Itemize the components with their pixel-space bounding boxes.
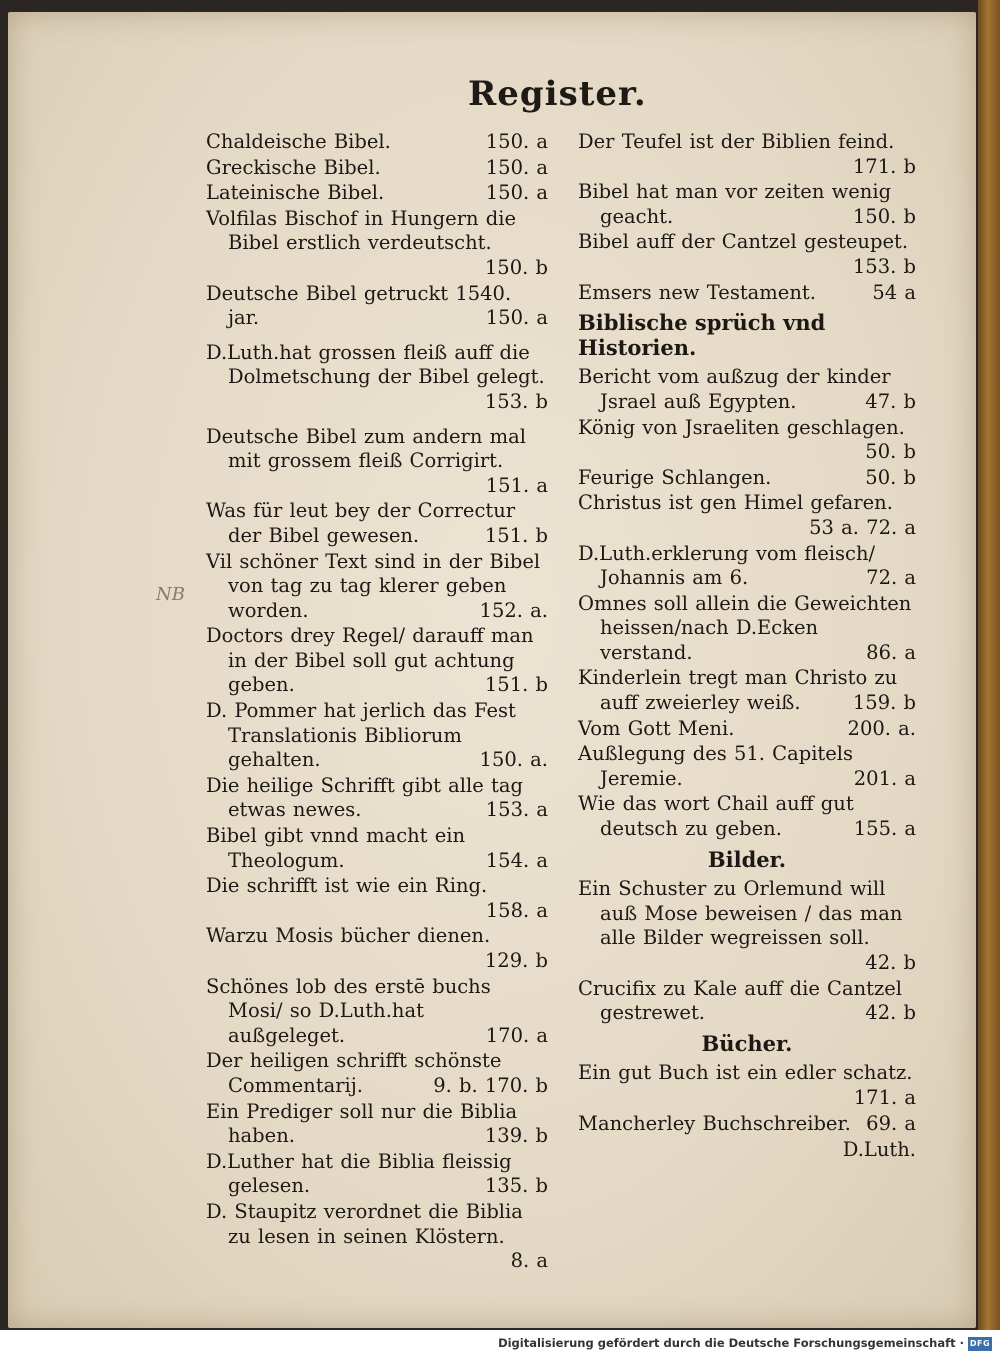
entry-text: Warzu Mosis bücher dienen. (206, 924, 491, 948)
index-entry (206, 1200, 548, 1274)
index-entry (578, 1112, 916, 1137)
index-entry (578, 466, 916, 491)
section-heading-buecher: Bücher. (701, 1030, 793, 1056)
index-entry (578, 542, 916, 591)
page-reference: 150. a (485, 155, 548, 179)
entry-text: Bibel hat man vor zeiten wenig geacht. (578, 180, 892, 228)
index-entry (206, 499, 548, 548)
entry-text: Deutsche Bibel zum andern mal mit grossem fleiß Corrigirt. (206, 424, 526, 473)
index-entry (206, 1100, 548, 1149)
index-entry (206, 550, 548, 624)
catchword: D.Luth. (842, 1138, 916, 1162)
entry-text: Außlegung des 51. Capitels Jeremie. (578, 742, 854, 790)
page-reference: 50. b (865, 465, 916, 489)
entry-text: Die schrifft ist wie ein Ring. (206, 874, 488, 898)
index-entry (206, 924, 548, 973)
page-reference: 151. b (484, 523, 548, 547)
entry-text: Lateinische Bibel. (206, 181, 385, 205)
index-entry (578, 230, 916, 279)
page-reference: 150. b (484, 255, 548, 279)
index-entry (578, 365, 916, 414)
entry-text: Ein Prediger soll nur die Biblia haben. (206, 1099, 518, 1148)
entry-text: Bericht vom außzug der kinder Jsrael auß Egypten. (578, 365, 891, 413)
page-reference: 135. b (484, 1174, 548, 1198)
page-reference: 53 a. 72. a (809, 515, 916, 539)
page-reference: 155. a (853, 817, 916, 841)
page-reference: 42. b (865, 1001, 916, 1025)
page-reference: 139. b (484, 1124, 548, 1148)
entry-text: Schönes lob des erstē buchs Mosi/ so D.Luth.hat außgeleget. (206, 974, 491, 1047)
entry-text: Omnes soll allein die Geweichten heissen/nach D.Ecken verstand. (578, 591, 912, 664)
index-entry (578, 666, 916, 715)
footer-credit: Digitalisierung gefördert durch die Deutsche Forschungsgemeinschaft · (498, 1336, 964, 1350)
page-reference: 129. b (484, 949, 548, 972)
entry-text: Bibel auff der Cantzel gesteupet. (578, 230, 909, 254)
right-column (578, 130, 916, 1163)
index-entry (206, 1150, 548, 1199)
entry-text: D. Staupitz verordnet die Biblia zu lesen in seinen Klöstern. (206, 1199, 523, 1248)
entry-text: Die heilige Schrifft gibt alle tag etwas newes. (206, 773, 523, 822)
page-reference: 151. b (484, 673, 548, 697)
entry-text: Deutsche Bibel getruckt 1540. jar. (206, 281, 512, 330)
index-entry (578, 742, 916, 791)
index-entry (578, 592, 916, 666)
index-entry (206, 282, 548, 331)
index-entry (206, 874, 548, 923)
dfg-logo-icon: DFG (968, 1337, 992, 1351)
entry-text: Crucifix zu Kale auff die Cantzel gestrewet. (578, 976, 903, 1025)
index-entry (578, 977, 916, 1026)
entry-text: D.Luth.erklerung vom fleisch/ Johannis am 6. (578, 541, 876, 590)
index-entry (578, 877, 916, 975)
page-reference: 54 a (872, 280, 916, 304)
entry-text: Ein gut Buch ist ein edler schatz. (578, 1061, 913, 1085)
entry-text: Christus ist gen Himel gefaren. (578, 491, 893, 515)
entry-text: Volfilas Bischof in Hungern die Bibel erstlich verdeutscht. (206, 206, 517, 255)
page-reference: 150. a. (479, 748, 548, 772)
page-reference: 201. a (853, 766, 916, 790)
page-reference: 69. a (866, 1111, 916, 1135)
entry-text: Doctors drey Regel/ darauff man in der Bibel soll gut achtung geben. (206, 624, 534, 697)
page-reference: 158. a (485, 898, 548, 922)
page-reference: 200. a. (847, 716, 916, 740)
entry-text: Wie das wort Chail auff gut deutsch zu geben. (578, 792, 854, 841)
page-reference: 151. a (485, 473, 548, 497)
index-entry (206, 975, 548, 1049)
entry-text: Der heiligen schrifft schönste Commentarij. (206, 1049, 502, 1097)
entry-text: Der Teufel ist der Biblien feind. (578, 130, 895, 153)
page-reference: 150. a (485, 181, 548, 205)
index-entry (206, 824, 548, 873)
page-reference: 72. a (866, 566, 916, 590)
entry-text: Vil schöner Text sind in der Bibel von tag zu tag klerer geben worden. (206, 549, 541, 622)
index-entry (206, 130, 548, 155)
page-reference: 150. a (485, 306, 548, 330)
index-entry (578, 180, 916, 229)
page-reference: 9. b. 170. b (433, 1073, 548, 1097)
page-reference: 150. b (852, 204, 916, 228)
page-title: Register. (468, 74, 647, 114)
entry-text: Feurige Schlangen. (578, 465, 772, 489)
page-reference: 159. b (852, 691, 916, 715)
section-heading-biblische-spruech: Biblische sprüch vnd Historien. (578, 310, 826, 360)
index-entry (206, 207, 548, 281)
page-reference: 42. b (865, 951, 916, 974)
entry-text: Ein Schuster zu Orlemund will auß Mose beweisen / das man alle Bilder wegreissen soll. (578, 877, 903, 950)
index-entry (578, 416, 916, 465)
entry-text: Vom Gott Meni. (578, 716, 735, 740)
page-reference: 152. a. (479, 598, 548, 622)
index-entry (206, 156, 548, 181)
index-entry (578, 281, 916, 306)
page-reference: 150. a (485, 130, 548, 153)
left-entry-list (206, 130, 548, 1274)
page-reference: 171. a (853, 1085, 916, 1109)
left-column (206, 130, 548, 1275)
pencil-marginal-note: NB (156, 584, 185, 605)
index-entry (578, 717, 916, 742)
index-entry (578, 491, 916, 540)
entry-text: König von Jsraeliten geschlagen. (578, 415, 905, 439)
page-reference: 170. a (485, 1023, 548, 1047)
index-entry (206, 1049, 548, 1098)
page-reference: 154. a (485, 848, 548, 872)
book-cover-edge (978, 0, 1000, 1340)
index-entry (578, 792, 916, 841)
section-1-entry-list (578, 365, 916, 841)
section-2-entry-list (578, 877, 916, 1026)
section-3-entry-list (578, 1061, 916, 1136)
index-entry (206, 341, 548, 415)
index-entry (206, 425, 548, 499)
page-reference: 171. b (852, 154, 916, 178)
entry-text: Kinderlein tregt man Christo zu auff zweierley weiß. (578, 666, 898, 715)
page-reference: 153. a (485, 798, 548, 822)
entry-text: Greckische Bibel. (206, 155, 381, 179)
page-reference: 8. a (510, 1249, 548, 1273)
index-entry (206, 774, 548, 823)
right-top-entry-list (578, 130, 916, 305)
entry-text: Was für leut bey der Correctur der Bibel gewesen. (206, 499, 516, 547)
entry-text: D. Pommer hat jerlich das Fest Translationis Bibliorum gehalten. (206, 699, 516, 772)
entry-text: Chaldeische Bibel. (206, 130, 391, 153)
entry-text: Mancherley Buchschreiber. (578, 1111, 851, 1135)
page-reference: 153. b (484, 389, 548, 413)
index-entry (206, 624, 548, 698)
index-entry (578, 1061, 916, 1110)
page-reference: 47. b (865, 389, 916, 413)
entry-text: Bibel gibt vnnd macht ein Theologum. (206, 824, 466, 872)
page-reference: 50. b (865, 440, 916, 464)
entry-text: D.Luth.hat grossen fleiß auff die Dolmetschung der Bibel gelegt. (206, 340, 545, 389)
entry-text: D.Luther hat die Biblia fleissig gelesen. (206, 1149, 512, 1198)
entry-text: Emsers new Testament. (578, 280, 816, 304)
page-reference: 86. a (866, 640, 916, 664)
index-entry (578, 130, 916, 179)
index-entry (206, 181, 548, 206)
page-reference: 153. b (852, 254, 916, 278)
index-entry (206, 699, 548, 773)
section-heading-bilder: Bilder. (707, 846, 787, 872)
